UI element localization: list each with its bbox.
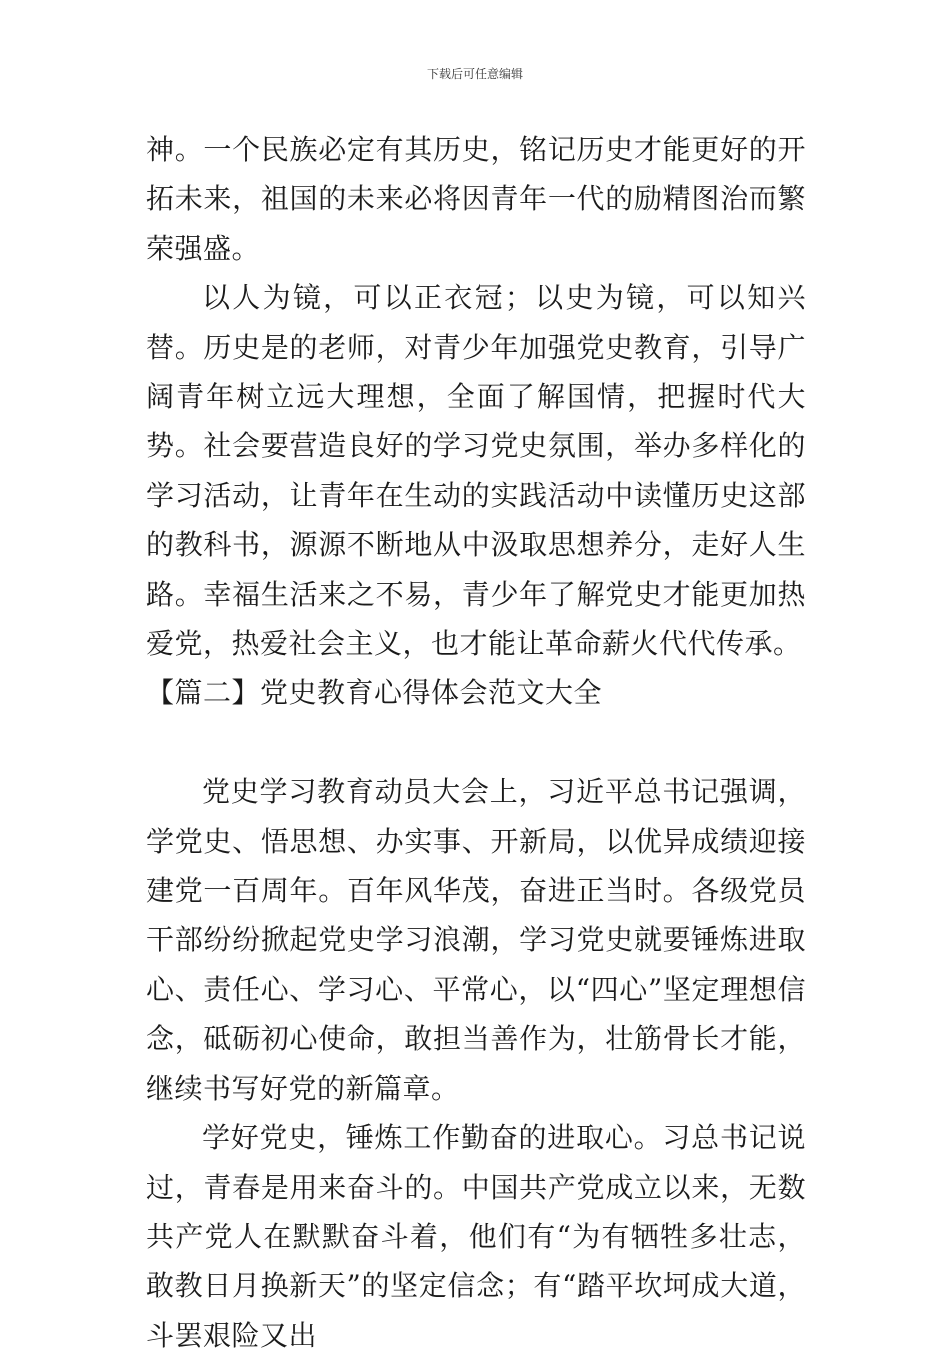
section-title: 【篇二】党史教育心得体会范文大全 xyxy=(146,676,603,710)
paragraph-4: 学好党史，锤炼工作勤奋的进取心。习总书记说过，青春是用来奋斗的。中国共产党成立以来，无数共产党人在默默奋斗着，他们有“为有牺牲多壮志，敢教日月换新天”的坚定信念；有“踏平坎坷成大道，斗罢艰险又出 xyxy=(146,1121,806,1352)
document-body xyxy=(146,125,806,1360)
paragraph-1: 神。一个民族必定有其历史，铭记历史才能更好的开拓未来，祖国的未来必将因青年一代的励精图治而繁荣强盛。 xyxy=(146,133,806,265)
paragraph-3: 党史学习教育动员大会上，习近平总书记强调，学党史、悟思想、办实事、开新局，以优异成绩迎接建党一百周年。百年风华茂，奋进正当时。各级党员干部纷纷掀起党史学习浪潮，学习党史就要锤炼进取心、责任心、学习心、平常心，以“四心”坚定理想信念，砥砺初心使命，敢担当善作为，壮筋骨长才能，继续书写好党的新篇章。 xyxy=(146,775,806,1105)
paragraph-2: 以人为镜，可以正衣冠；以史为镜，可以知兴替。历史是的老师，对青少年加强党史教育，引导广阔青年树立远大理想，全面了解国情，把握时代大势。社会要营造良好的学习党史氛围，举办多样化的学习活动，让青年在生动的实践活动中读懂历史这部的教科书，源源不断地从中汲取思想养分，走好人生路。幸福生活来之不易，青少年了解党史才能更加热爱党，热爱社会主义，也才能让革命薪火代代传承。 xyxy=(146,281,806,661)
page-header-note: 下载后可任意编辑 xyxy=(426,67,523,81)
spacer xyxy=(146,718,806,767)
